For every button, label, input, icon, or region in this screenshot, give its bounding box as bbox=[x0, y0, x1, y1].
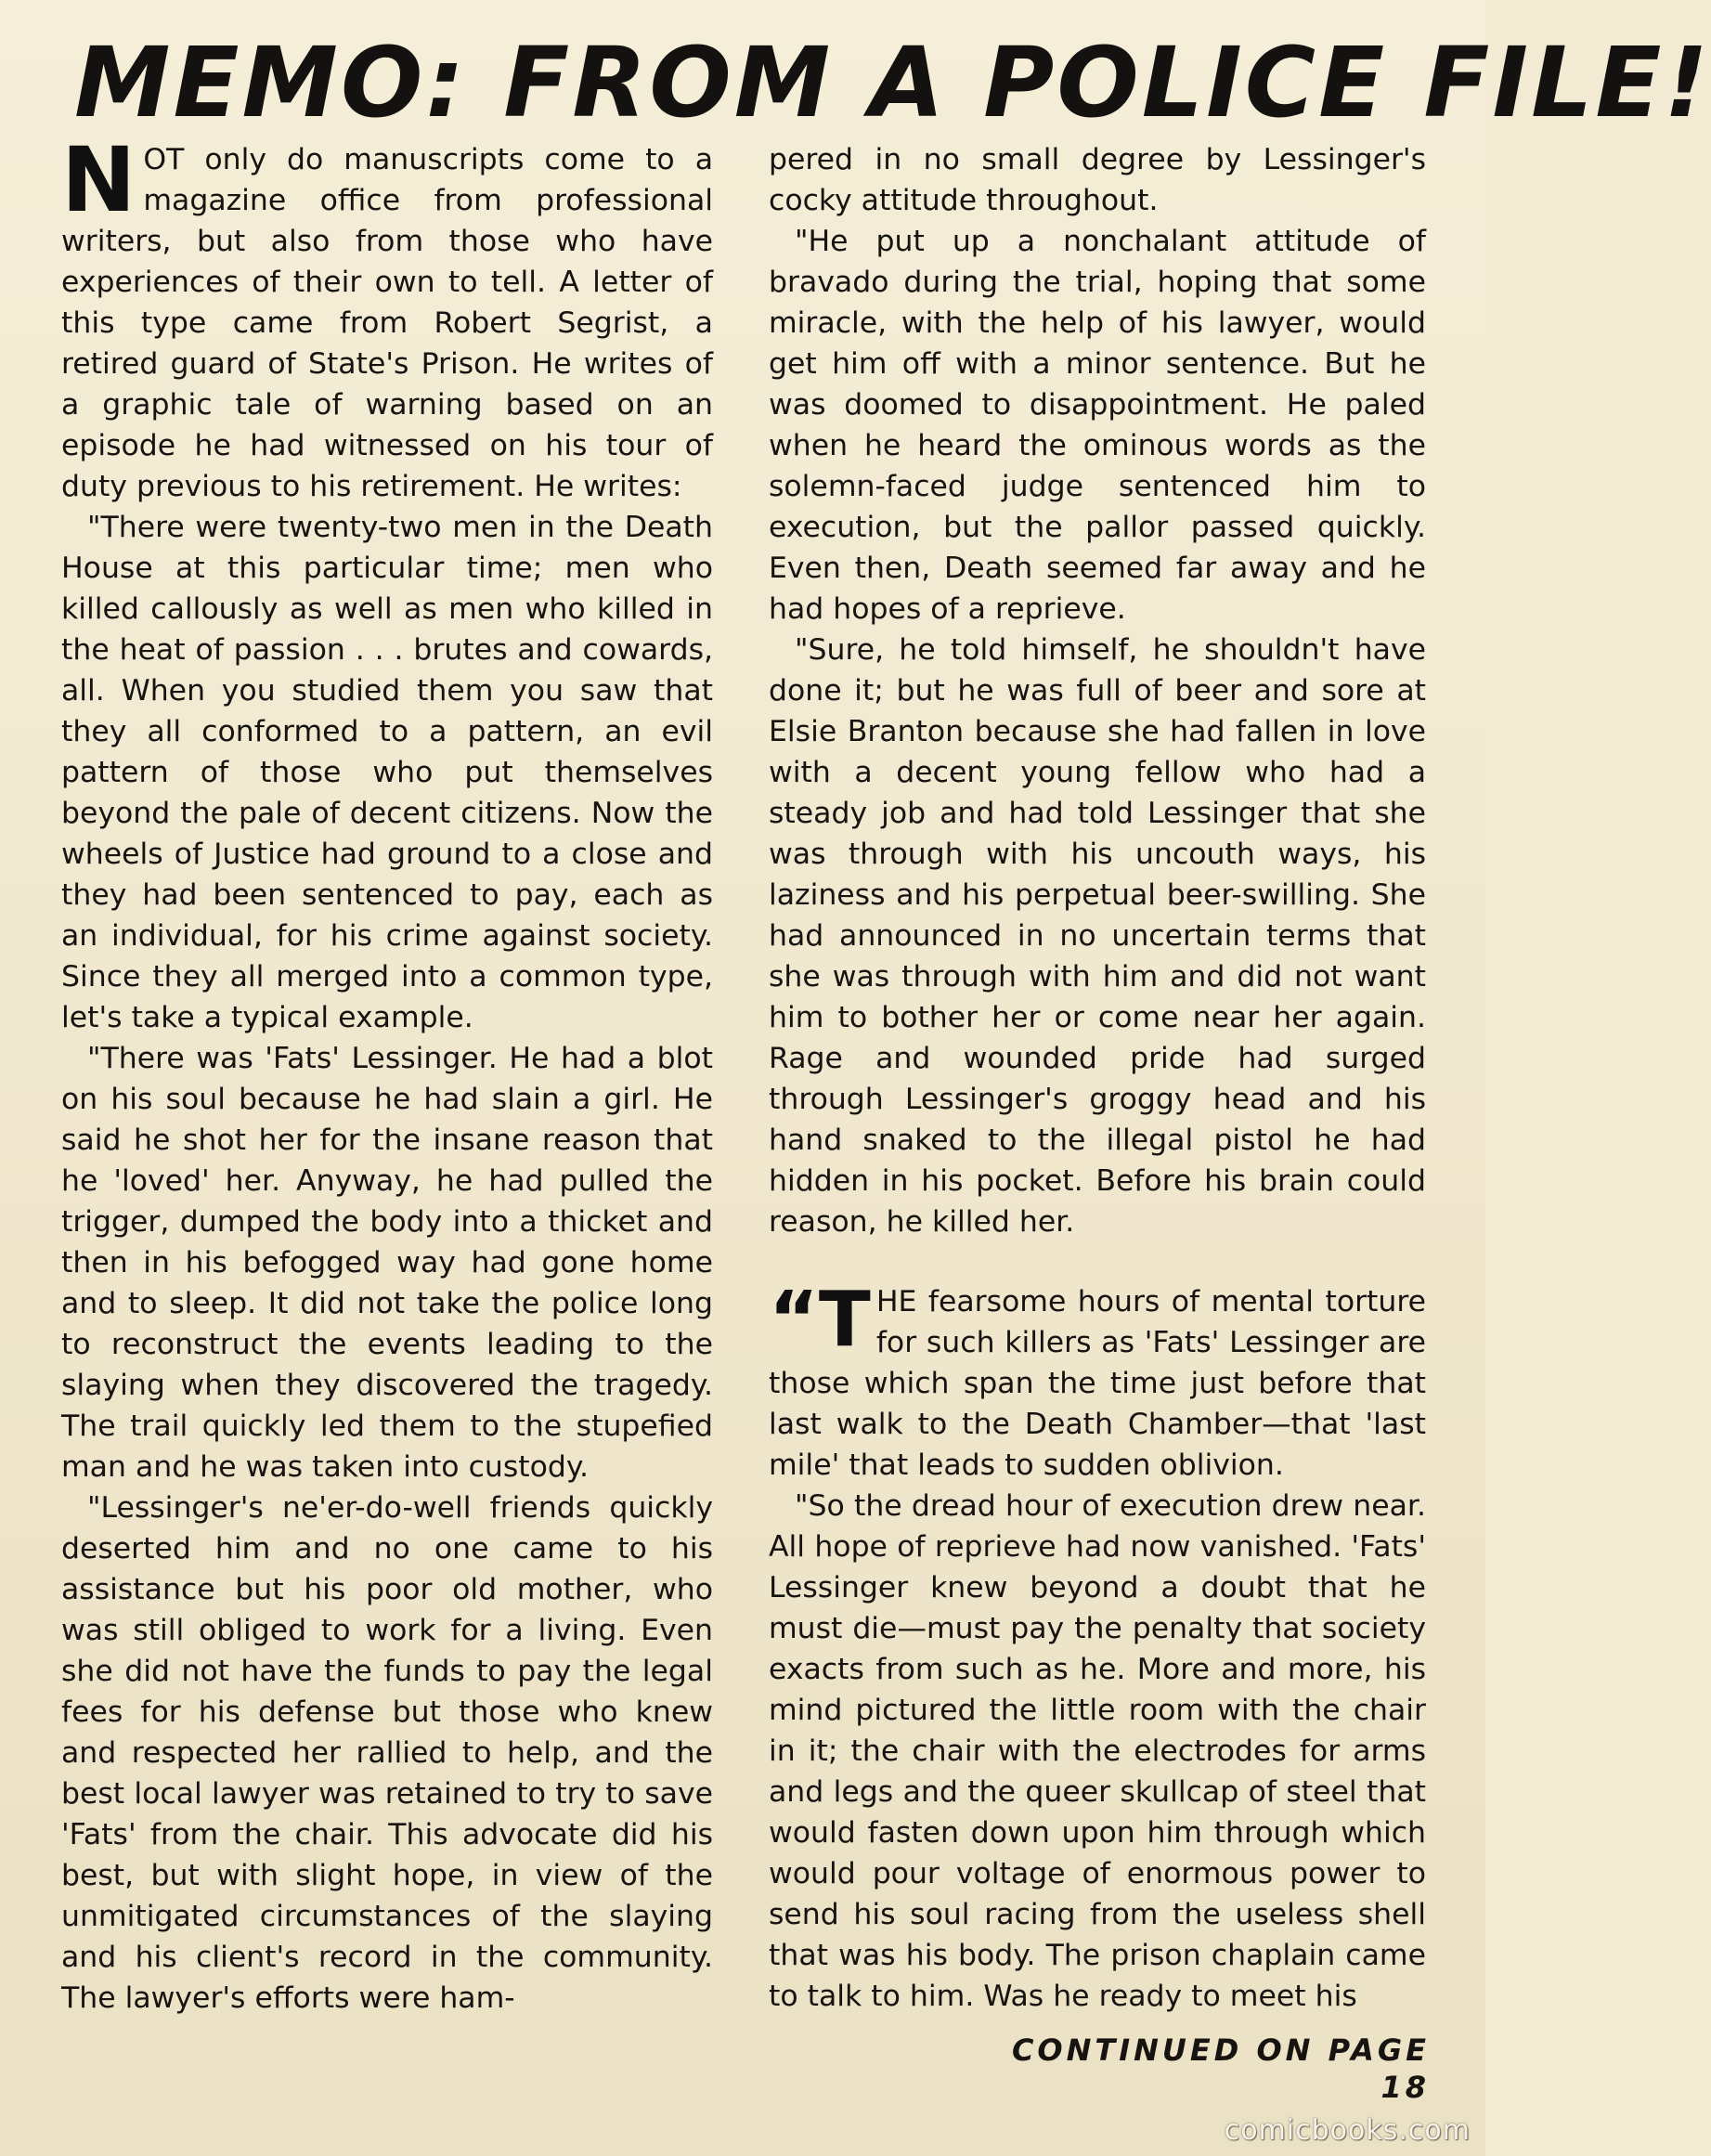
left-column bbox=[61, 128, 713, 2019]
page-title: MEMO: FROM A POLICE FILE! bbox=[74, 26, 1711, 139]
right-paragraph-2: "He put up a nonchalant attitude of bravado during the trial, hoping that some miracle, with the help of his lawyer, would get him off with a minor sentence. But he was doomed to disappointment. He paled when he heard the ominous words as the solemn-faced judge sentenced him to execution, but the pallor passed quickly. Even then, Death seemed far away and he had hopes of a reprieve. bbox=[769, 225, 1426, 626]
drop-cap: N bbox=[61, 128, 136, 232]
right-paragraph-1: pered in no small degree by Lessinger's cocky attitude throughout. bbox=[769, 143, 1426, 217]
left-paragraph-1-text: OT only do manuscripts come to a magazine office from professional writers, but also from those who have experiences of their own to tell. A letter of this type came from Robert Segrist, a retired guard of State's Prison. He writes of a graphic tale of warning based on an episode he had witnessed on his tour of duty previous to his retirement. He writes: bbox=[61, 143, 713, 503]
drop-cap-quote: “T bbox=[769, 1276, 871, 1364]
right-column bbox=[769, 139, 1426, 2017]
left-paragraph-3: "There was 'Fats' Lessinger. He had a blot on his soul because he had slain a girl. He said he shot her for the insane reason that he 'loved' her. Anyway, he had pulled the trigger, dumped the body into a thicket and then in his befogged way had gone home and to sleep. It did not take the police long to reconstruct the events leading to the slaying when they discovered the tragedy. The trail quickly led them to the stupefied man and he was taken into custody. bbox=[61, 1042, 713, 1484]
left-paragraph-2: "There were twenty-two men in the Death House at this particular time; men who killed callously as well as men who killed in the heat of passion . . . brutes and cowards, all. When you studied them you saw that they all conformed to a pattern, an evil pattern of those who put themselves beyond the pale of decent citizens. Now the wheels of Justice had ground to a close and they had been sentenced to pay, each as an individual, for his crime against society. Since they all merged into a common type, let's take a typical example. bbox=[61, 511, 713, 1034]
watermark: comicbooks.com bbox=[1224, 2114, 1471, 2147]
right-paragraph-3: "Sure, he told himself, he shouldn't have done it; but he was full of beer and sore at Elsie Branton because she had fallen in love with a decent young fellow who had a steady job and had told Lessinger that she was through with his uncouth ways, his laziness and his perpetual beer-swilling. She had announced in no uncertain terms that she was through with him and did not want him to bother her or come near her again. Rage and wounded pride had surged through Lessinger's groggy head and his hand snaked to the illegal pistol he had hidden in his pocket. Before his brain could reason, he killed her. bbox=[769, 633, 1426, 1239]
right-paragraph-4-text: HE fearsome hours of mental torture for such killers as 'Fats' Lessinger are those which span the time just before that last walk to the Death Chamber—that 'last mile' that leads to sudden oblivion. bbox=[769, 1285, 1426, 1482]
right-paragraph-5: "So the dread hour of execution drew near. All hope of reprieve had now vanished. 'Fats' Lessinger knew beyond a doubt that he must die—must pay the penalty that society exacts from such as he. More and more, his mind pictured the little room with the chair in it; the chair with the electrodes for arms and legs and the queer skullcap of steel that would fasten down upon him through which would pour voltage of enormous power to send his soul racing from the useless shell that was his body. The prison chaplain came to talk to him. Was he ready to meet his bbox=[769, 1489, 1426, 2013]
right-paragraph-4 bbox=[769, 1276, 1426, 1486]
left-paragraph-1 bbox=[61, 128, 713, 507]
continued-note: CONTINUED ON PAGE 18 bbox=[1011, 2033, 1430, 2105]
left-paragraph-4: "Lessinger's ne'er-do-well friends quickly deserted him and no one came to his assistance but his poor old mother, who was still obliged to work for a living. Even she did not have the funds to pay the legal fees for his defense but those who knew and respected her rallied to help, and the best local lawyer was retained to try to save 'Fats' from the chair. This advocate did his best, but with slight hope, in view of the unmitigated circumstances of the slaying and his client's record in the community. The lawyer's efforts were ham- bbox=[61, 1491, 713, 2015]
